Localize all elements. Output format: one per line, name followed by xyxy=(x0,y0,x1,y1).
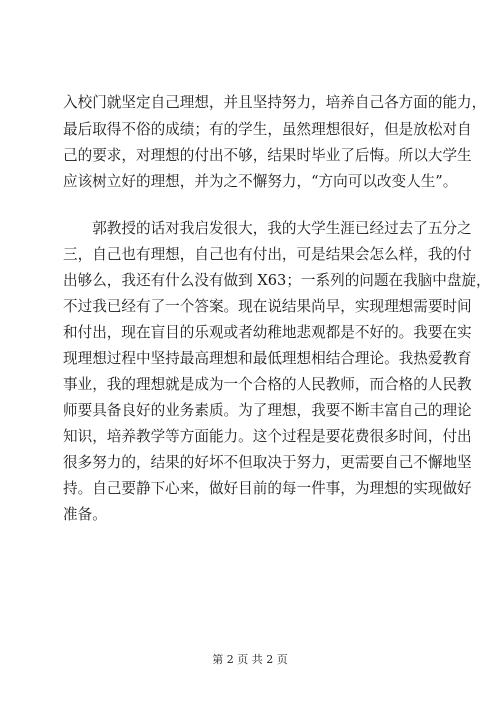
body-text-line: 最后取得不俗的成绩；有的学生，虽然理想很好，但是放松对自 xyxy=(63,121,472,138)
body-text-line: 己的要求，对理想的付出不够，结果时毕业了后悔。所以大学生 xyxy=(63,147,472,164)
body-text-line: 和付出，现在盲目的乐观或者幼稚地悲观都是不好的。我要在实 xyxy=(63,324,472,341)
body-text-line: 入校门就坚定自己理想，并且坚持努力，培养自己各方面的能力， xyxy=(63,94,487,111)
body-text-line: 出够么，我还有什么没有做到 X63；一系列的问题在我脑中盘旋， xyxy=(63,272,491,289)
body-text-line: 知识，培养教学等方面能力。这个过程是要花费很多时间，付出 xyxy=(63,428,472,445)
body-text-line: 三，自己也有理想，自己也有付出，可是结果会怎么样，我的付 xyxy=(63,246,472,263)
body-text-line: 准备。 xyxy=(63,506,107,523)
body-text-line: 持。自己要静下心来，做好目前的每一件事，为理想的实现做好 xyxy=(63,480,472,497)
page-number-footer: 第 2 页 共 2 页 xyxy=(212,653,288,666)
body-text-line: 师要具备良好的业务素质。为了理想，我要不断丰富自己的理论 xyxy=(63,402,472,419)
body-text-line: 不过我已经有了一个答案。现在说结果尚早，实现理想需要时间 xyxy=(63,298,472,315)
body-text-line: 应该树立好的理想，并为之不懈努力，“方向可以改变人生”。 xyxy=(63,173,458,190)
body-text-line: 事业，我的理想就是成为一个合格的人民教师，而合格的人民教 xyxy=(63,376,472,393)
body-text-line: 很多努力的，结果的好坏不但取决于努力，更需要自己不懈地坚 xyxy=(63,454,472,471)
body-text-line: 现理想过程中坚持最高理想和最低理想相结合理论。我热爱教育 xyxy=(63,350,472,367)
body-text-line: 郭教授的话对我启发很大，我的大学生涯已经过去了五分之 xyxy=(63,220,472,237)
